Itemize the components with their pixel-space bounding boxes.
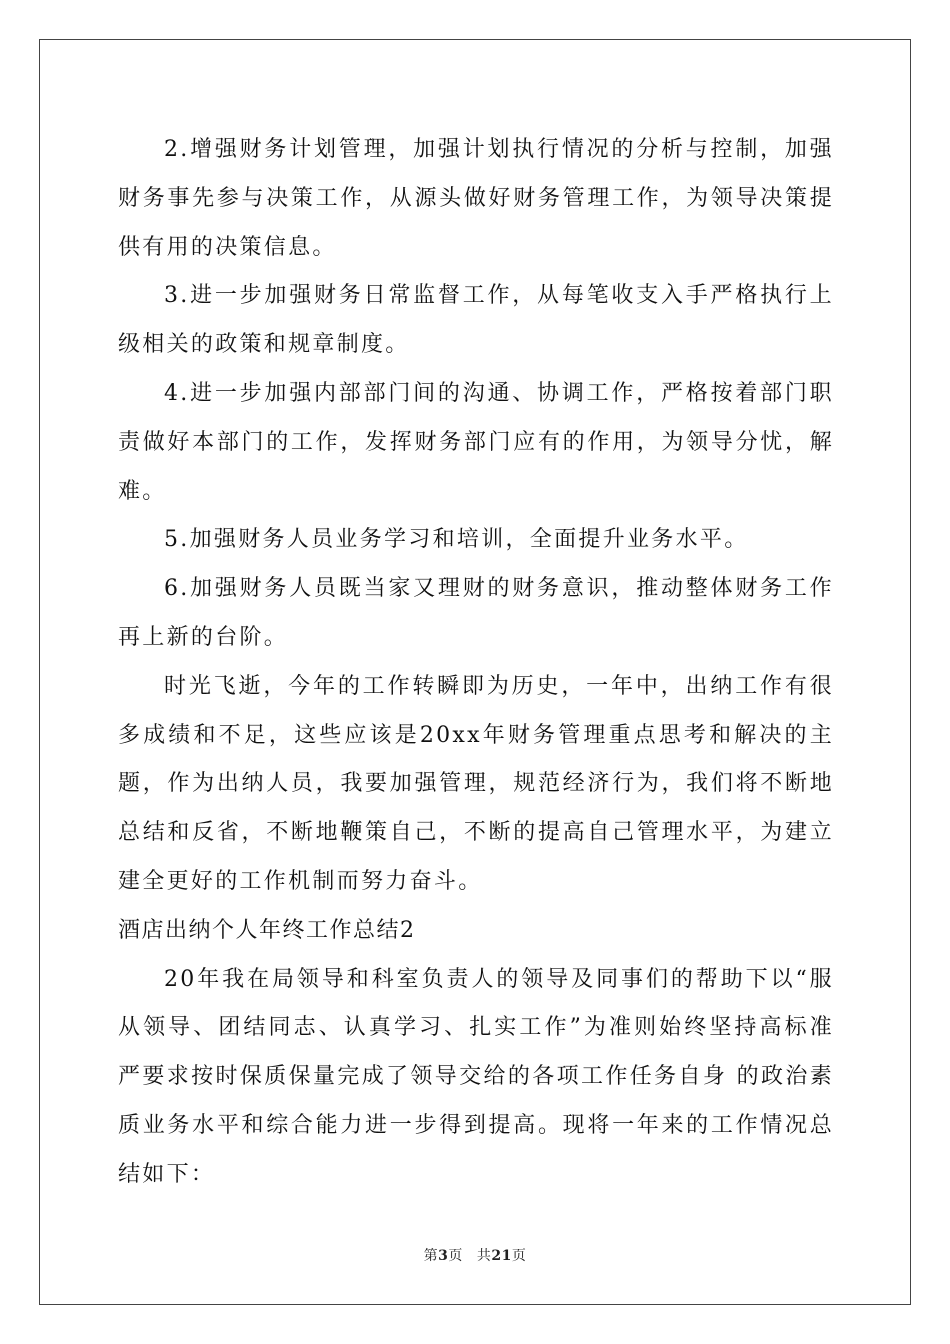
page-footer [0, 1245, 950, 1265]
paragraph-item-5: 5.加强财务人员业务学习和培训，全面提升业务水平。 [164, 527, 749, 553]
paragraph-item-4: 4.进一步加强内部部门间的沟通、协调工作，严格按着部门职责做好本部门的工作，发挥财务部门应有的作用，为领导分忧，解难。 [118, 380, 834, 504]
page-number: 3 [438, 1248, 449, 1264]
page-suffix: 页 [448, 1248, 463, 1264]
total-prefix: 共 [476, 1248, 492, 1264]
total-suffix: 页 [511, 1248, 527, 1264]
paragraph-summary: 时光飞逝，今年的工作转瞬即为历史，一年中，出纳工作有很多成绩和不足，这些应该是20xx年财务管理重点思考和解决的主题，作为出纳人员，我要加强管理，规范经济行为，我们将不断地总结和反省，不断地鞭策自己，不断的提高自己管理水平，为建立建全更好的工作机制而努力奋斗。 [118, 673, 834, 894]
paragraph-item-3: 3.进一步加强财务日常监督工作，从每笔收支入手严格执行上级相关的政策和规章制度。 [118, 283, 834, 358]
paragraph-intro: 20年我在局领导和科室负责人的领导及同事们的帮助下以“服从领导、团结同志、认真学习、扎实工作”为准则始终坚持高标准严要求按时保质保量完成了领导交给的各项工作任务自身 的政治素质业务水平和综合能力进一步得到提高。现将一年来的工作情况总结如下： [118, 966, 834, 1187]
paragraph-item-2: 2.增强财务计划管理，加强计划执行情况的分析与控制，加强财务事先参与决策工作，从源头做好财务管理工作，为领导决策提供有用的决策信息。 [118, 137, 834, 260]
document-body [118, 126, 834, 1200]
page-prefix: 第 [423, 1248, 439, 1264]
total-pages: 21 [491, 1248, 512, 1264]
section-heading: 酒店出纳个人年终工作总结2 [118, 917, 416, 943]
paragraph-item-6: 6.加强财务人员既当家又理财的财务意识，推动整体财务工作再上新的台阶。 [118, 576, 834, 650]
